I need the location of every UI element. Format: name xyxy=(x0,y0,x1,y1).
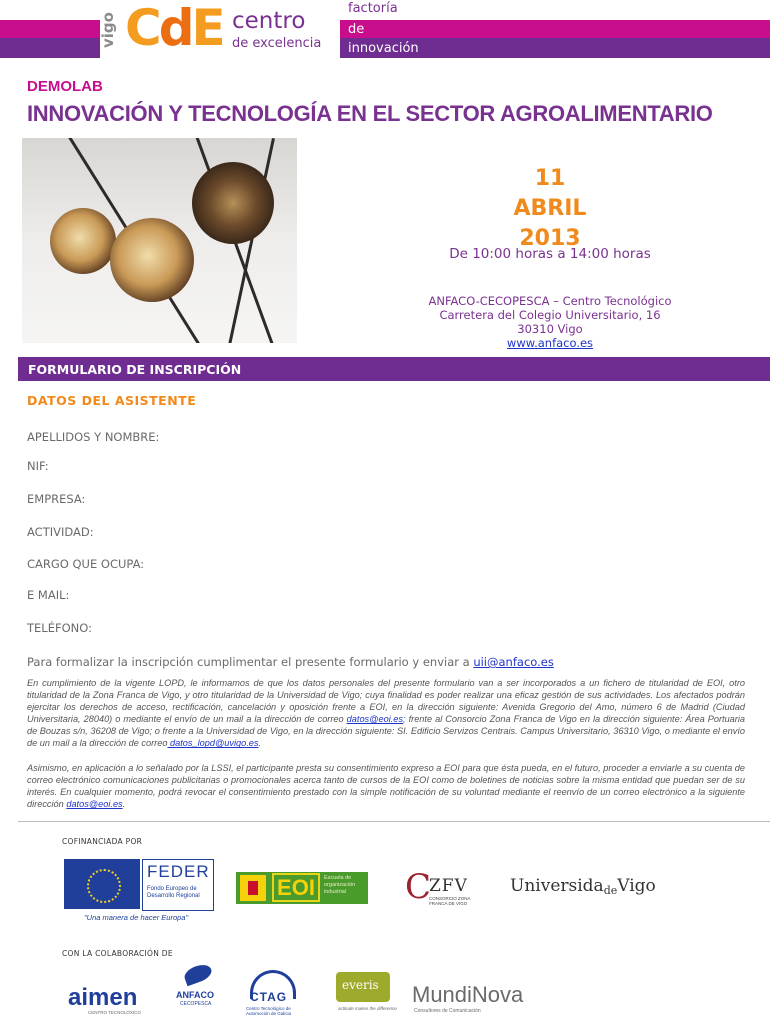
colaboracion-label: CON LA COLABORACIÓN DE xyxy=(62,949,173,958)
grilled-bite xyxy=(110,218,194,302)
event-year: 2013 xyxy=(519,226,581,251)
uvigo-logo xyxy=(510,876,656,897)
factoria-line-3: innovación xyxy=(348,41,419,56)
anfaco-logo xyxy=(172,966,220,1014)
cde-logo-e: E xyxy=(191,0,223,57)
fish-icon xyxy=(182,962,214,987)
uvigo-de: de xyxy=(603,884,618,897)
aimen-logo: aimen xyxy=(68,984,138,1011)
cde-logo-c: C xyxy=(125,0,159,57)
eoi-name: EOI xyxy=(272,873,320,902)
mundinova-logo: MundiNova xyxy=(412,982,524,1007)
food-photo xyxy=(22,138,297,343)
feder-name: FEDER xyxy=(147,862,210,881)
form-title-bar xyxy=(18,357,770,381)
field-nif[interactable]: NIF: xyxy=(27,459,49,473)
legal-paragraph-1 xyxy=(27,677,745,750)
cde-logo-d: d xyxy=(158,0,192,57)
legal-text: . xyxy=(258,738,262,749)
eu-stars-icon xyxy=(87,869,121,903)
centro-text: centro xyxy=(232,8,306,34)
excelencia-text: de excelencia xyxy=(232,36,322,51)
instruction-text: Para formalizar la inscripción cumplimentar el presente formulario y enviar a xyxy=(27,655,474,669)
event-venue xyxy=(400,294,700,350)
field-actividad[interactable]: ACTIVIDAD: xyxy=(27,525,94,539)
field-apellidos-nombre[interactable]: APELLIDOS Y NOMBRE: xyxy=(27,430,160,444)
field-email[interactable]: E MAIL: xyxy=(27,588,70,602)
anfaco-sub: CECOPESCA xyxy=(180,1001,212,1007)
ctag-logo xyxy=(244,970,302,1018)
field-cargo[interactable]: CARGO QUE OCUPA: xyxy=(27,557,145,571)
ctag-sub: Centro Tecnológico de Automoción de Galicia xyxy=(246,1006,292,1016)
everis-name: everis xyxy=(342,978,379,992)
cde-logo-letters xyxy=(125,0,223,58)
legal-paragraph-2 xyxy=(27,762,745,810)
venue-city: 30310 Vigo xyxy=(517,322,583,336)
feder-slogan: "Una manera de hacer Europa" xyxy=(84,913,189,922)
everis-logo xyxy=(336,972,390,1002)
event-hours: De 10:00 horas a 14:00 horas xyxy=(449,246,651,262)
event-title: INNOVACIÓN Y TECNOLOGÍA EN EL SECTOR AGROALIMENTARIO xyxy=(27,101,713,126)
anfaco-name: ANFACO xyxy=(176,990,214,1000)
form-title: FORMULARIO DE INSCRIPCIÓN xyxy=(28,362,242,377)
uvigo-text: Universida xyxy=(510,876,604,896)
venue-street: Carretera del Colegio Universitario, 16 xyxy=(439,308,661,322)
event-label: DEMOLAB xyxy=(27,78,103,95)
eoi-sub: Escuela de organización industrial xyxy=(324,875,356,895)
everis-sub: actitude makes the difference xyxy=(338,1006,397,1011)
section-title: DATOS DEL ASISTENTE xyxy=(27,393,197,408)
submit-instruction xyxy=(27,655,554,669)
event-date xyxy=(440,164,660,254)
feder-logo xyxy=(64,857,214,925)
eoi-logo xyxy=(236,872,368,904)
field-empresa[interactable]: EMPRESA: xyxy=(27,492,86,506)
legal-text: En cumplimiento de la vigente LOPD, le informamos de que los datos personales del presente formulario van a ser incorporados a un fichero de titularidad de EOI, otro titularidad de la Zona Franca de Vigo, y otro titularidad de la Universidad de Vigo; cuya finalidad es poder realizar una eficaz gestión de sus actividades. Los afectados podrán ejercitar los derechos de acceso, rectificación, cancelación y oposición frente a EOI, en la dirección siguiente: Avenida Gregorio del Amo, número 6 de Madrid (Ciudad Universitaria, 28040) o mediante el envío de un mail a la dirección de correo xyxy=(27,678,745,725)
spain-shield-icon xyxy=(240,875,266,901)
zfv-name: ZFV xyxy=(429,876,468,896)
event-month: ABRIL xyxy=(513,196,587,221)
feder-sub: Fondo Europeo de Desarrollo Regional xyxy=(147,886,200,899)
aimen-sub: CENTRO TECNOLÓXICO xyxy=(88,1010,141,1015)
zfv-sub: CONSORCIO ZONA FRANCA DE VIGO xyxy=(429,896,471,906)
zfv-logo xyxy=(405,868,485,906)
legal-email-link[interactable]: datos@eoi.es xyxy=(346,714,403,725)
uvigo-text-vigo: Vigo xyxy=(617,876,656,896)
instruction-email-link[interactable]: uii@anfaco.es xyxy=(473,655,554,669)
cofinanciada-label: COFINANCIADA POR xyxy=(62,837,143,846)
venue-web-link[interactable]: www.anfaco.es xyxy=(506,336,594,350)
event-day: 11 xyxy=(534,166,566,191)
factoria-line-1: factoría xyxy=(348,1,398,16)
field-telefono[interactable]: TELÉFONO: xyxy=(27,621,92,635)
eu-flag-icon xyxy=(64,859,140,909)
factoria-block xyxy=(340,0,770,60)
legal-text: Asimismo, en aplicación a lo señalado por la LSSI, el participante presta su consentimiento expreso a EOI para que ésta pueda, en el futuro, proceder a enviarle a su cuenta de correo electrónico comunicaciones publicitarias o promocionales acerca tanto de cursos de la EOI como de boletines de noticias sobre la misma entidad que puedan ser de su interés. En cualquier momento, podrá revocar el consentimiento prestado con la simple notificación de su voluntad mediante el reenvío de un correo electrónico a la siguiente dirección xyxy=(27,763,745,810)
ctag-name: CTAG xyxy=(250,990,288,1004)
grilled-bite xyxy=(50,208,116,274)
page-header xyxy=(0,0,770,60)
legal-email-link[interactable]: datos_lopd@uvigo.es xyxy=(167,738,259,749)
venue-name: ANFACO-CECOPESCA – Centro Tecnológico xyxy=(428,294,672,308)
factoria-line-2: de xyxy=(348,22,365,37)
feder-box xyxy=(142,859,214,911)
grilled-bite xyxy=(192,162,274,244)
legal-text: . xyxy=(122,799,126,810)
section-divider xyxy=(18,821,770,822)
legal-text: ; frente al Consorcio Zona Franca de Vigo en la dirección siguiente: Área Portuaria de Bouzas s/n, 36208 de Vigo; o frente a la Universidad de Vigo, en la dirección siguiente: SI. Edificio Servizos Centrais. Campus Universitario, 36310 Vigo, o mediante el envío de un mail a la dirección de correo xyxy=(27,714,746,749)
vigo-logo-text: vigo xyxy=(99,12,117,48)
legal-email-link[interactable]: datos@eoi.es xyxy=(66,799,123,810)
zfv-c: C xyxy=(405,867,432,907)
mundinova-sub: Consultores de Comunicación xyxy=(414,1008,481,1014)
